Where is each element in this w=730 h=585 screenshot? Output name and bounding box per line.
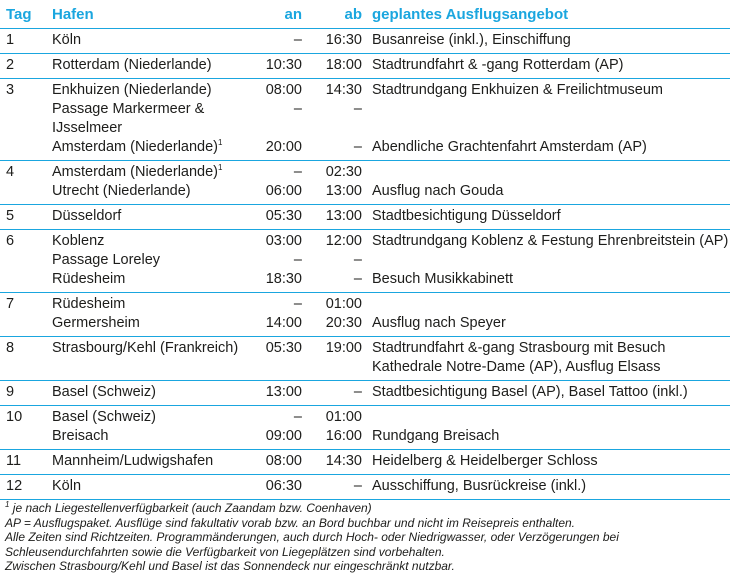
port-cell <box>52 161 264 205</box>
day-cell: 12 <box>0 475 52 500</box>
departure-value: 20:30 <box>325 315 362 331</box>
excursion-value: Stadtrundfahrt &-gang Strasbourg mit Besuch Kathedrale Notre-Dame (AP), Ausflug Elsass <box>372 340 666 375</box>
departure-cell <box>320 293 372 337</box>
footnotes <box>5 501 727 574</box>
footnote-1-marker: 1 <box>5 500 10 509</box>
arrival-cell <box>264 475 320 500</box>
table-header-row <box>0 0 730 29</box>
excursion-text <box>372 138 730 157</box>
arrival-text <box>264 56 302 75</box>
arrival-text <box>264 427 302 446</box>
departure-cell <box>320 475 372 500</box>
port-text <box>52 251 264 270</box>
arrival-value: 13:00 <box>265 384 302 400</box>
arrival-cell <box>264 337 320 381</box>
day-cell: 2 <box>0 54 52 79</box>
arrival-value: 06:30 <box>265 478 302 494</box>
day-cell: 10 <box>0 406 52 450</box>
port-text <box>52 100 264 138</box>
excursion-value: Stadtbesichtigung Düsseldorf <box>372 208 561 224</box>
excursion-value: Ausflug nach Speyer <box>372 315 506 331</box>
departure-value: 18:00 <box>325 57 362 73</box>
departure-cell <box>320 205 372 230</box>
excursion-value: Stadtbesichtigung Basel (AP), Basel Tattoo (inkl.) <box>372 384 688 400</box>
port-text <box>52 270 264 289</box>
table-row <box>0 293 730 337</box>
day-cell: 4 <box>0 161 52 205</box>
excursion-text <box>372 182 730 201</box>
port-text <box>52 31 264 50</box>
excursion-text <box>372 232 730 251</box>
excursion-text <box>372 100 730 138</box>
departure-text <box>320 408 362 427</box>
excursion-text <box>372 163 730 182</box>
port-text <box>52 452 264 471</box>
arrival-text <box>264 163 302 182</box>
port-value: Mannheim/Ludwigshafen <box>52 453 214 469</box>
departure-value: – <box>353 139 362 155</box>
arrival-cell <box>264 406 320 450</box>
excursion-text <box>372 31 730 50</box>
header-tag: Tag <box>6 5 32 23</box>
excursion-value: Stadtrundgang Enkhuizen & Freilichtmuseum <box>372 82 663 98</box>
departure-value: 19:00 <box>325 340 362 356</box>
excursion-cell <box>372 161 730 205</box>
excursion-text <box>372 56 730 75</box>
arrival-text <box>264 138 302 157</box>
departure-value: 13:00 <box>325 183 362 199</box>
excursion-text <box>372 295 730 314</box>
port-text <box>52 56 264 75</box>
day-cell: 9 <box>0 381 52 406</box>
departure-cell <box>320 29 372 54</box>
table-row <box>0 337 730 381</box>
excursion-cell <box>372 406 730 450</box>
port-value: Breisach <box>52 428 109 444</box>
port-value: Germersheim <box>52 315 140 331</box>
departure-text <box>320 383 362 402</box>
departure-text <box>320 251 362 270</box>
header-hafen: Hafen <box>52 5 94 23</box>
arrival-value: 05:30 <box>265 340 302 356</box>
port-text <box>52 232 264 251</box>
port-value: Passage Loreley <box>52 252 161 268</box>
arrival-text <box>264 452 302 471</box>
excursion-value: Heidelberg & Heidelberger Schloss <box>372 453 598 469</box>
excursion-text <box>372 427 730 446</box>
departure-text <box>320 81 362 100</box>
arrival-value: – <box>293 252 302 268</box>
port-cell <box>52 293 264 337</box>
departure-value: 01:00 <box>325 409 362 425</box>
footnote-1-text: je nach Liegestellenverfügbarkeit (auch Zaandam bzw. Coenhaven) <box>9 501 372 515</box>
excursion-cell <box>372 54 730 79</box>
arrival-value: – <box>293 32 302 48</box>
table-row <box>0 230 730 293</box>
arrival-value: – <box>293 296 302 312</box>
table-row <box>0 475 730 500</box>
arrival-cell <box>264 161 320 205</box>
port-text <box>52 163 264 182</box>
departure-text <box>320 182 362 201</box>
port-text <box>52 138 264 157</box>
table-row <box>0 161 730 205</box>
footnote-marker: 1 <box>218 138 223 148</box>
port-value: Köln <box>52 32 82 48</box>
footnote-ap: AP = Ausflugspaket. Ausflüge sind fakultativ vorab bzw. an Bord buchbar und nicht im Reisepreis enthalten. <box>5 515 575 530</box>
arrival-value: 08:00 <box>265 82 302 98</box>
excursion-text <box>372 314 730 333</box>
day-cell: 11 <box>0 450 52 475</box>
arrival-text <box>264 251 302 270</box>
excursion-cell <box>372 337 730 381</box>
day-cell: 5 <box>0 205 52 230</box>
departure-text <box>320 100 362 138</box>
arrival-text <box>264 477 302 496</box>
port-value: Amsterdam (Niederlande) <box>52 164 219 180</box>
excursion-cell <box>372 381 730 406</box>
departure-text <box>320 477 362 496</box>
port-text <box>52 339 264 377</box>
excursion-text <box>372 81 730 100</box>
departure-cell <box>320 230 372 293</box>
port-text <box>52 81 264 100</box>
departure-value: 12:00 <box>325 233 362 249</box>
departure-text <box>320 163 362 182</box>
port-value: Amsterdam (Niederlande) <box>52 139 219 155</box>
departure-text <box>320 314 362 333</box>
arrival-cell <box>264 381 320 406</box>
excursion-cell <box>372 230 730 293</box>
arrival-value: 08:00 <box>265 453 302 469</box>
departure-cell <box>320 79 372 161</box>
arrival-cell <box>264 79 320 161</box>
departure-cell <box>320 381 372 406</box>
port-cell <box>52 54 264 79</box>
arrival-value: – <box>293 101 302 117</box>
table-row <box>0 406 730 450</box>
departure-cell <box>320 54 372 79</box>
port-value: Koblenz <box>52 233 105 249</box>
departure-text <box>320 270 362 289</box>
footnote-marker: 1 <box>218 163 223 173</box>
excursion-value: Stadtrundfahrt & -gang Rotterdam (AP) <box>372 57 624 73</box>
arrival-text <box>264 295 302 314</box>
excursion-text <box>372 452 730 471</box>
arrival-value: – <box>293 409 302 425</box>
arrival-value: 09:00 <box>265 428 302 444</box>
departure-cell <box>320 450 372 475</box>
port-text <box>52 295 264 314</box>
port-value: Düsseldorf <box>52 208 122 224</box>
arrival-cell <box>264 293 320 337</box>
departure-cell <box>320 337 372 381</box>
excursion-text <box>372 207 730 226</box>
port-value: Rotterdam (Niederlande) <box>52 57 212 73</box>
port-text <box>52 314 264 333</box>
arrival-text <box>264 270 302 289</box>
port-cell <box>52 337 264 381</box>
excursion-value: Busanreise (inkl.), Einschiffung <box>372 32 571 48</box>
departure-text <box>320 452 362 471</box>
arrival-value: 18:30 <box>265 271 302 287</box>
port-text <box>52 383 264 402</box>
port-text <box>52 207 264 226</box>
arrival-text <box>264 31 302 50</box>
departure-value: – <box>353 478 362 494</box>
table-row <box>0 381 730 406</box>
departure-value: – <box>353 384 362 400</box>
arrival-text <box>264 408 302 427</box>
port-cell <box>52 475 264 500</box>
excursion-value <box>372 296 376 312</box>
excursion-value: Ausschiffung, Busrückreise (inkl.) <box>372 478 587 494</box>
departure-text <box>320 427 362 446</box>
itinerary-body <box>0 29 730 500</box>
port-value: Utrecht (Niederlande) <box>52 183 191 199</box>
footnote-sundeck: Zwischen Strasbourg/Kehl und Basel ist das Sonnendeck nur eingeschränkt nutzbar. <box>5 559 455 573</box>
header-an: an <box>284 5 302 23</box>
arrival-value: 10:30 <box>265 57 302 73</box>
header-ab: ab <box>344 5 362 23</box>
port-cell <box>52 450 264 475</box>
port-value: Köln <box>52 478 82 494</box>
arrival-value: 20:00 <box>265 139 302 155</box>
departure-text <box>320 138 362 157</box>
arrival-value: 06:00 <box>265 183 302 199</box>
excursion-text <box>372 383 730 402</box>
excursion-cell <box>372 475 730 500</box>
port-value: Enkhuizen (Niederlande) <box>52 82 212 98</box>
departure-value: – <box>353 271 362 287</box>
departure-value: 14:30 <box>325 453 362 469</box>
port-cell <box>52 406 264 450</box>
port-value: Passage Markermeer & IJsselmeer <box>52 101 205 136</box>
port-cell <box>52 79 264 161</box>
header-excursion: geplantes Ausflugsangebot <box>372 5 569 23</box>
port-value: Rüdesheim <box>52 271 126 287</box>
port-value: Basel (Schweiz) <box>52 409 156 425</box>
port-text <box>52 408 264 427</box>
footnote-times: Alle Zeiten sind Richtzeiten. Programmänderungen, auch durch Hoch- oder Niedrigwasser, oder Verzögerungen bei Schleusendurchfahrten sowie die Verfügbarkeit von Liegeplätzen sind vorbehalten. <box>5 530 619 559</box>
port-text <box>52 477 264 496</box>
day-cell: 3 <box>0 79 52 161</box>
departure-value: 01:00 <box>325 296 362 312</box>
arrival-value: 14:00 <box>265 315 302 331</box>
table-row <box>0 54 730 79</box>
departure-text <box>320 339 362 377</box>
arrival-cell <box>264 29 320 54</box>
departure-value: 14:30 <box>325 82 362 98</box>
arrival-text <box>264 100 302 138</box>
arrival-cell <box>264 230 320 293</box>
footnote-1 <box>5 501 727 516</box>
arrival-value: 05:30 <box>265 208 302 224</box>
table-row <box>0 205 730 230</box>
excursion-value: Abendliche Grachtenfahrt Amsterdam (AP) <box>372 139 647 155</box>
port-cell <box>52 230 264 293</box>
table-row <box>0 79 730 161</box>
port-cell <box>52 29 264 54</box>
excursion-value <box>372 164 376 180</box>
departure-cell <box>320 161 372 205</box>
departure-text <box>320 56 362 75</box>
port-value: Rüdesheim <box>52 296 126 312</box>
excursion-value: Rundgang Breisach <box>372 428 500 444</box>
departure-value: 16:00 <box>325 428 362 444</box>
day-cell: 8 <box>0 337 52 381</box>
port-cell <box>52 381 264 406</box>
excursion-text <box>372 270 730 289</box>
arrival-cell <box>264 450 320 475</box>
arrival-cell <box>264 54 320 79</box>
port-cell <box>52 205 264 230</box>
port-value: Strasbourg/Kehl (Frankreich) <box>52 340 239 356</box>
arrival-text <box>264 314 302 333</box>
arrival-text <box>264 232 302 251</box>
excursion-value <box>372 409 376 425</box>
departure-text <box>320 31 362 50</box>
port-text <box>52 427 264 446</box>
excursion-text <box>372 251 730 270</box>
day-cell: 7 <box>0 293 52 337</box>
port-value: Basel (Schweiz) <box>52 384 156 400</box>
arrival-text <box>264 81 302 100</box>
day-cell: 6 <box>0 230 52 293</box>
departure-value: – <box>353 252 362 268</box>
arrival-text <box>264 182 302 201</box>
port-text <box>52 182 264 201</box>
excursion-text <box>372 477 730 496</box>
excursion-value: Stadtrundgang Koblenz & Festung Ehrenbreitstein (AP) <box>372 233 729 249</box>
departure-value: 13:00 <box>325 208 362 224</box>
excursion-value: Besuch Musikkabinett <box>372 271 514 287</box>
departure-cell <box>320 406 372 450</box>
excursion-cell <box>372 29 730 54</box>
arrival-text <box>264 339 302 377</box>
excursion-cell <box>372 293 730 337</box>
arrival-text <box>264 207 302 226</box>
departure-value: 16:30 <box>325 32 362 48</box>
table-row <box>0 29 730 54</box>
departure-text <box>320 207 362 226</box>
day-cell: 1 <box>0 29 52 54</box>
excursion-value <box>372 252 376 268</box>
excursion-value: Ausflug nach Gouda <box>372 183 504 199</box>
departure-text <box>320 295 362 314</box>
arrival-text <box>264 383 302 402</box>
table-row <box>0 450 730 475</box>
arrival-value: 03:00 <box>265 233 302 249</box>
excursion-cell <box>372 79 730 161</box>
excursion-cell <box>372 205 730 230</box>
excursion-text <box>372 339 730 377</box>
excursion-cell <box>372 450 730 475</box>
departure-value: – <box>353 101 362 117</box>
arrival-value: – <box>293 164 302 180</box>
arrival-cell <box>264 205 320 230</box>
departure-value: 02:30 <box>325 164 362 180</box>
departure-text <box>320 232 362 251</box>
excursion-value <box>372 101 376 117</box>
excursion-text <box>372 408 730 427</box>
